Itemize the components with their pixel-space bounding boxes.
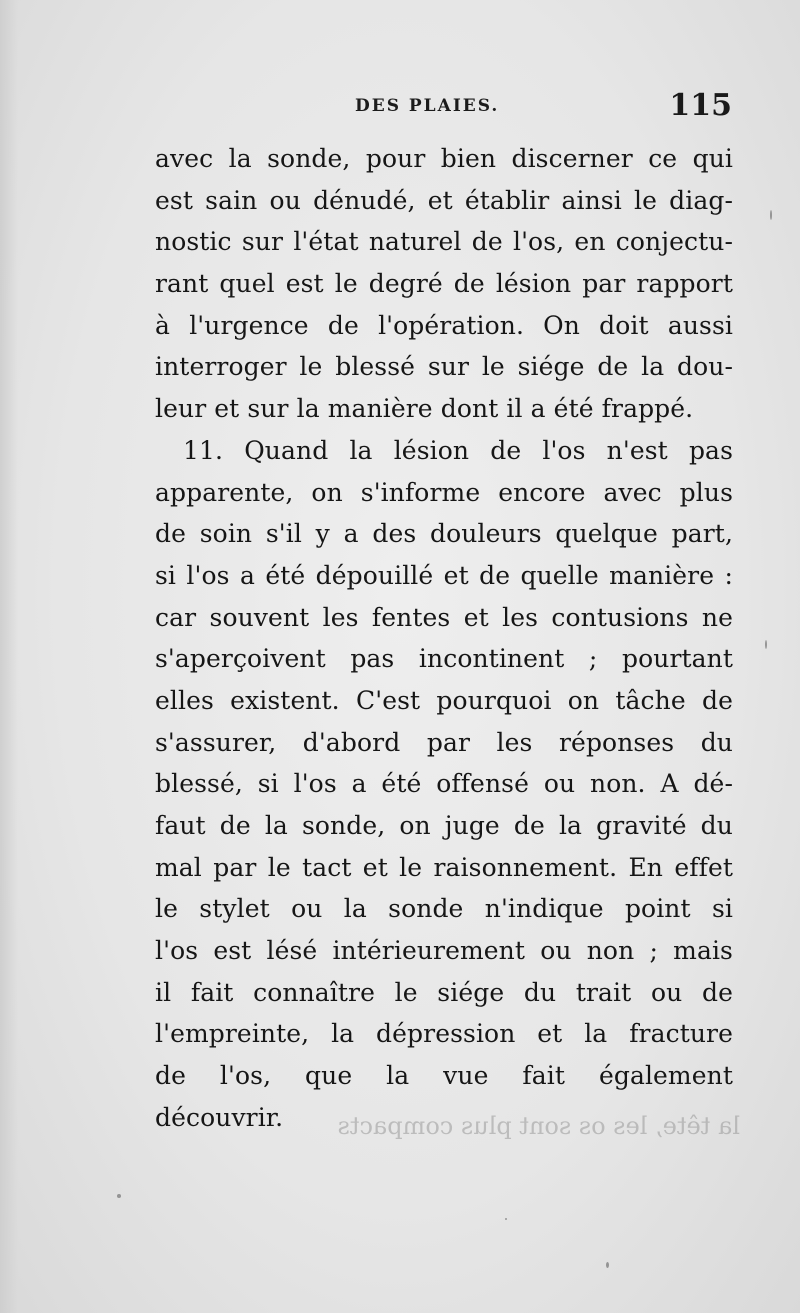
text-line: rant quel est le degré de lésion par rapport (155, 269, 733, 299)
page-number: 115 (669, 88, 732, 123)
text-line: il fait connaître le siége du trait ou de (155, 977, 733, 1007)
text-line: car souvent les fentes et les contusions ne (155, 602, 733, 632)
text-line: s'aperçoivent pas incontinent ; pourtant (155, 644, 733, 674)
text-line: le stylet ou la sonde n'indique point si (155, 894, 733, 924)
show-through-text-faint (160, 1138, 590, 1162)
paper-speck (505, 1218, 507, 1220)
text-line: elles existent. C'est pourquoi on tâche de (155, 685, 733, 715)
paper-speck (770, 210, 772, 220)
show-through-text: la tête, les os sont plus compacts (337, 1112, 740, 1140)
text-line: si l'os a été dépouillé et de quelle manière : (155, 560, 733, 590)
text-line: mal par le tact et le raisonnement. En effet (155, 852, 733, 882)
text-line: s'assurer, d'abord par les réponses du (155, 727, 733, 757)
text-line: de soin s'il y a des douleurs quelque part, (155, 519, 733, 549)
running-head (150, 88, 740, 128)
paper-speck (606, 1262, 609, 1268)
text-line: à l'urgence de l'opération. On doit aussi (155, 310, 733, 340)
text-line: interroger le blessé sur le siége de la dou- (155, 352, 733, 382)
paper-speck (765, 640, 767, 649)
text-line: est sain ou dénudé, et établir ainsi le diag- (155, 185, 733, 215)
text-line: l'empreinte, la dépression et la fracture (155, 1019, 733, 1049)
text-line: avec la sonde, pour bien discerner ce qui (155, 144, 733, 173)
body-text (155, 138, 733, 1139)
text-line: l'os est lésé intérieurement ou non ; mais (155, 936, 733, 966)
paper-speck (117, 1194, 121, 1198)
text-line: leur et sur la manière dont il a été frappé. (155, 394, 694, 424)
text-line: découvrir. (155, 1102, 284, 1132)
text-line: nostic sur l'état naturel de l'os, en conjectu- (155, 227, 733, 257)
text-line: faut de la sonde, on juge de la gravité du (155, 811, 733, 840)
paragraph-start-line: 11. Quand la lésion de l'os n'est pas (183, 435, 733, 465)
running-head-title: DES PLAIES. (355, 96, 500, 116)
text-line: blessé, si l'os a été offensé ou non. A dé- (155, 769, 733, 799)
text-line: apparente, on s'informe encore avec plus (155, 477, 733, 507)
text-line: de l'os, que la vue fait également (155, 1061, 733, 1091)
